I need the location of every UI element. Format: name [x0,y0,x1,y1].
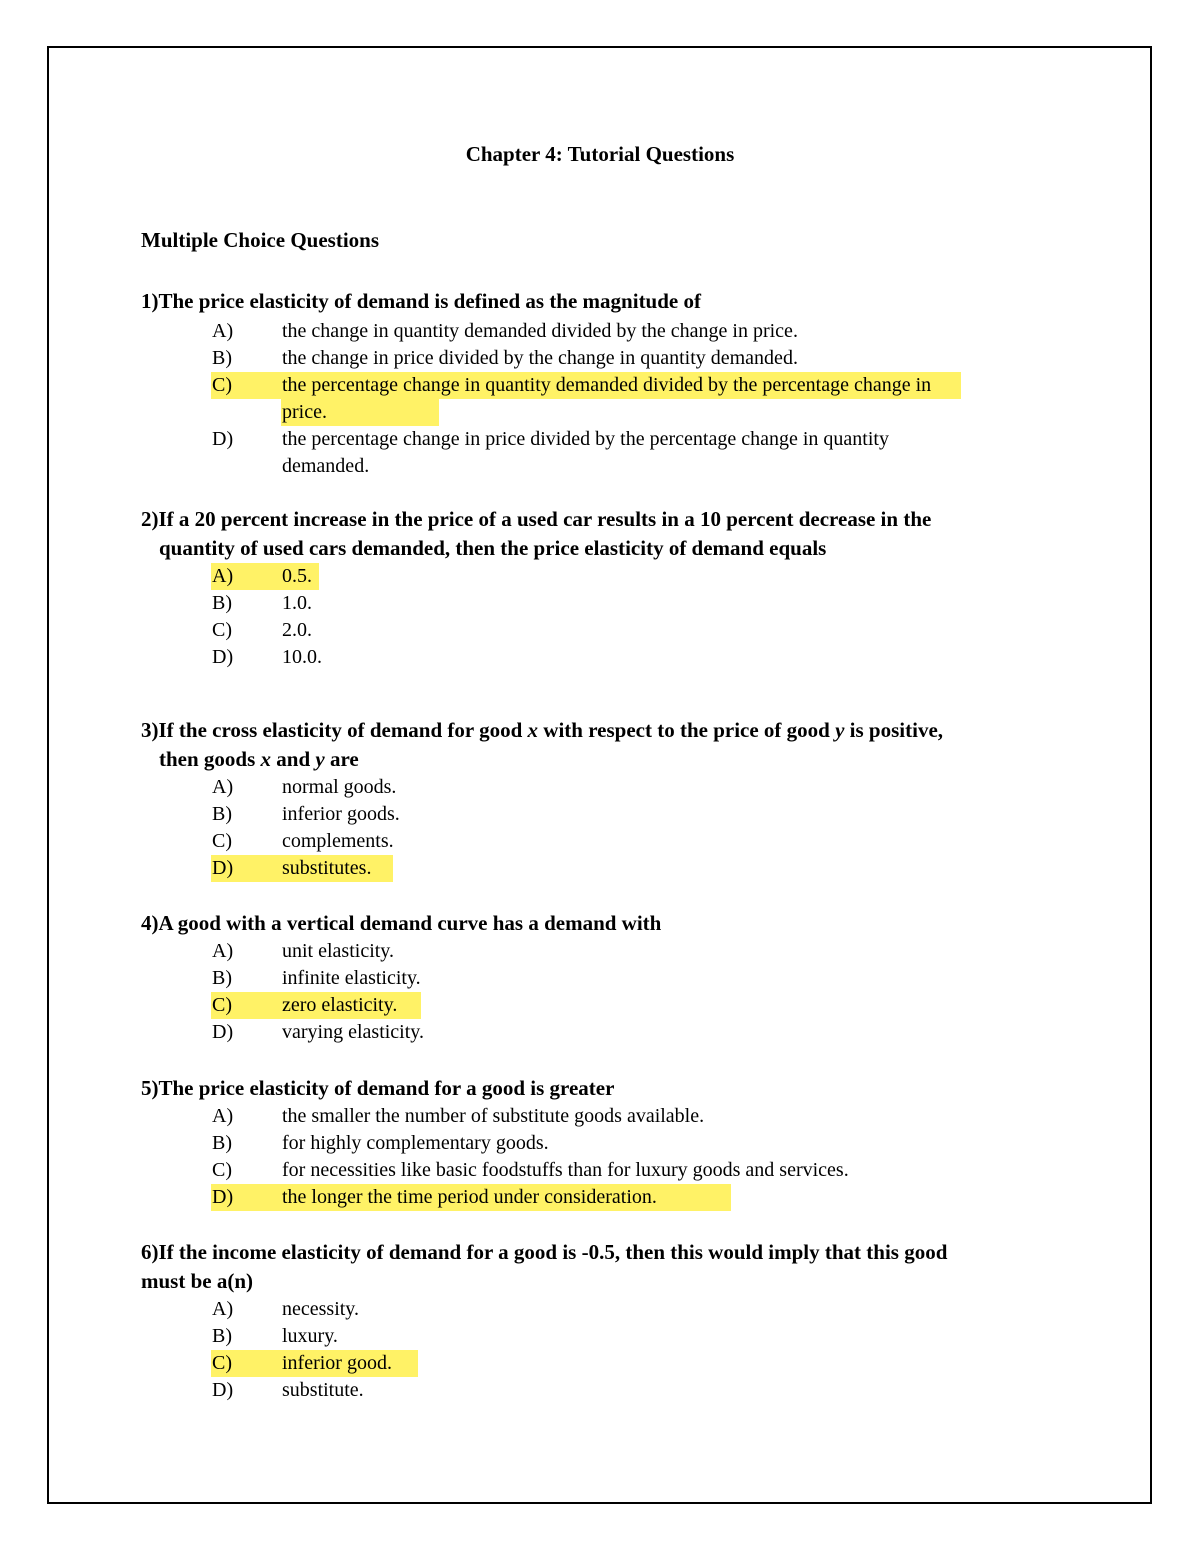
option-text: 1.0. [282,592,312,614]
option-text: for highly complementary goods. [282,1132,549,1154]
option-letter: D) [212,428,234,450]
section-heading: Multiple Choice Questions [141,228,380,252]
question-5-option-b[interactable] [141,1130,1071,1157]
question-6 [141,1238,1071,1404]
question-1-option-d[interactable] [141,426,1071,480]
question-6-option-a[interactable] [141,1296,1071,1323]
option-letter: C) [212,830,232,852]
option-letter: D) [212,1021,234,1043]
option-letter: B) [212,967,232,989]
question-2-option-b[interactable] [141,590,1071,617]
option-text: substitute. [282,1379,364,1401]
question-3-option-c[interactable] [141,828,1071,855]
question-4-option-b[interactable] [141,965,1071,992]
question-4-option-c-highlighted[interactable] [141,992,1071,1019]
option-letter: D) [212,646,234,668]
option-text: substitutes. [282,857,372,879]
question-1 [141,287,1071,480]
option-text: 0.5. [282,565,312,587]
option-letter: B) [212,592,232,614]
option-text: unit elasticity. [282,940,395,962]
question-2-option-c[interactable] [141,617,1071,644]
option-letter: A) [212,565,234,587]
option-letter: C) [212,1159,232,1181]
question-4-option-d[interactable] [141,1019,1071,1046]
option-text: zero elasticity. [282,994,398,1016]
question-3-stem: 3)If the cross elasticity of demand for good x with respect to the price of good y is positive, then goods x and y are [141,718,944,771]
option-text: for necessities like basic foodstuffs than for luxury goods and services. [282,1159,849,1181]
option-text: varying elasticity. [282,1021,424,1043]
question-6-option-b[interactable] [141,1323,1071,1350]
question-5-option-d-highlighted[interactable] [141,1184,1071,1211]
option-letter: D) [212,1186,234,1208]
option-text: inferior good. [282,1352,392,1374]
question-6-option-d[interactable] [141,1377,1071,1404]
option-text: normal goods. [282,776,397,798]
question-2 [141,505,1071,671]
question-5-stem: 5)The price elasticity of demand for a good is greater [141,1076,615,1100]
option-text: the smaller the number of substitute goods available. [282,1105,705,1127]
question-5 [141,1074,1071,1211]
option-letter: C) [212,619,232,641]
option-text: luxury. [282,1325,338,1347]
question-5-option-a[interactable] [141,1103,1071,1130]
option-text: inferior goods. [282,803,400,825]
question-3 [141,716,1071,882]
option-text: the percentage change in price divided by the percentage change in quantity demanded. [282,428,889,477]
question-3-option-a[interactable] [141,774,1071,801]
option-text: the longer the time period under consideration. [282,1186,657,1208]
option-letter: A) [212,940,234,962]
option-letter: A) [212,1298,234,1320]
question-1-stem: 1)The price elasticity of demand is defined as the magnitude of [141,289,701,313]
option-letter: B) [212,1325,232,1347]
option-text: the change in quantity demanded divided by the change in price. [282,320,798,342]
question-1-option-c-highlighted[interactable] [141,372,1071,426]
option-letter: B) [212,1132,232,1154]
option-text: 2.0. [282,619,312,641]
option-letter: A) [212,320,234,342]
question-2-option-a-highlighted[interactable] [141,563,1071,590]
question-3-option-d-highlighted[interactable] [141,855,1071,882]
question-4-stem: 4)A good with a vertical demand curve has a demand with [141,911,662,935]
option-letter: C) [212,1352,232,1374]
question-2-stem: 2)If a 20 percent increase in the price of a used car results in a 10 percent decrease in the quantity of used cars demanded, then the price elasticity of demand equals [141,507,932,560]
question-1-option-b[interactable] [141,345,1071,372]
option-text: the percentage change in quantity demanded divided by the percentage change in price. [282,374,932,423]
question-4 [141,909,1071,1046]
option-letter: D) [212,1379,234,1401]
question-2-option-d[interactable] [141,644,1071,671]
option-letter: C) [212,994,232,1016]
option-letter: A) [212,1105,234,1127]
option-text: infinite elasticity. [282,967,421,989]
question-5-option-c[interactable] [141,1157,1071,1184]
option-text: complements. [282,830,394,852]
option-text: necessity. [282,1298,360,1320]
question-1-option-a[interactable] [141,318,1071,345]
option-letter: A) [212,776,234,798]
page-title: Chapter 4: Tutorial Questions [465,142,735,166]
option-letter: C) [212,374,232,396]
option-letter: B) [212,347,232,369]
question-3-option-b[interactable] [141,801,1071,828]
option-text: the change in price divided by the change in quantity demanded. [282,347,798,369]
option-text: 10.0. [282,646,322,668]
option-letter: B) [212,803,232,825]
question-6-option-c-highlighted[interactable] [141,1350,1071,1377]
option-letter: D) [212,857,234,879]
question-6-stem: 6)If the income elasticity of demand for a good is -0.5, then this would imply that this good must be a(n) [141,1240,948,1293]
question-4-option-a[interactable] [141,938,1071,965]
